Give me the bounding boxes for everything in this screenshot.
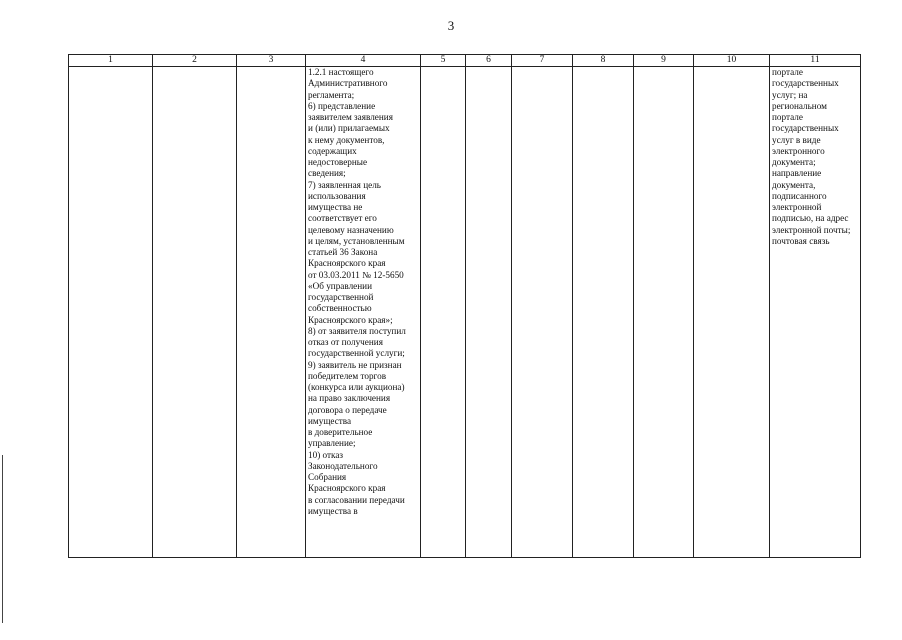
table-cell-col3 bbox=[237, 67, 306, 558]
cell-text-line: 7) заявленная цель bbox=[308, 179, 381, 190]
column-header-5: 5 bbox=[421, 55, 466, 67]
column-header-11: 11 bbox=[770, 55, 861, 67]
cell-text-line: регламента; bbox=[308, 89, 355, 100]
column-header-3: 3 bbox=[237, 55, 306, 67]
cell-text-line: победителем торгов bbox=[308, 370, 387, 381]
cell-text-line: государственной услуги; bbox=[308, 348, 405, 359]
cell-text-line: документа; bbox=[772, 157, 816, 167]
cell-text-line: Законодательного bbox=[308, 460, 378, 471]
cell-text-line: и (или) прилагаемых bbox=[308, 123, 390, 134]
cell-text-line: соответствует его bbox=[308, 213, 377, 224]
cell-text-line: электронной bbox=[772, 202, 822, 212]
cell-text-line: государственных bbox=[772, 78, 839, 89]
scan-edge-mark bbox=[2, 455, 3, 623]
cell-text-line: в согласовании передачи bbox=[308, 494, 405, 505]
column-header-10: 10 bbox=[694, 55, 770, 67]
cell-text-line: Красноярского края»; bbox=[308, 314, 393, 325]
table-cell-col8 bbox=[573, 67, 634, 558]
table-row bbox=[69, 67, 861, 558]
cell-text-line: электронной почты; bbox=[772, 224, 851, 235]
table-cell-col2 bbox=[153, 67, 237, 558]
cell-text-line: 1.2.1 настоящего bbox=[308, 67, 374, 77]
column-header-4: 4 bbox=[306, 55, 421, 67]
cell-text-line: управление; bbox=[308, 438, 356, 449]
table-cell-col1 bbox=[69, 67, 153, 558]
cell-text-line: сведения; bbox=[308, 168, 346, 179]
cell-text-line: от 03.03.2011 № 12-5650 bbox=[308, 269, 404, 280]
cell-text-line: подписью, на адрес bbox=[772, 213, 849, 224]
cell-text-line: Красноярского края bbox=[308, 258, 386, 269]
table-cell-col6 bbox=[466, 67, 512, 558]
column-header-8: 8 bbox=[573, 55, 634, 67]
cell-text-line: 8) от заявителя поступил bbox=[308, 325, 406, 336]
cell-text-line: имущества не bbox=[308, 202, 363, 212]
cell-text-line: портале bbox=[772, 112, 803, 122]
cell-text-line: Красноярского края bbox=[308, 483, 386, 494]
cell-text-line: собственностью bbox=[308, 303, 372, 314]
cell-text-line: почтовая связь bbox=[772, 235, 830, 246]
cell-text-line: договора о передаче bbox=[308, 404, 387, 415]
table-header-row bbox=[69, 55, 861, 67]
column-header-7: 7 bbox=[512, 55, 573, 67]
table-cell-col11-delivery-methods bbox=[770, 67, 861, 558]
cell-text-line: направление bbox=[772, 168, 822, 179]
cell-text-line: содержащих bbox=[308, 145, 357, 156]
column-header-1: 1 bbox=[69, 55, 153, 67]
cell-text-line: подписанного bbox=[772, 190, 827, 201]
cell-text-line: «Об управлении bbox=[308, 280, 373, 291]
cell-text-line: региональном bbox=[772, 100, 827, 111]
cell-text-line: услуг в виде bbox=[772, 134, 821, 145]
cell-text-line: имущества в bbox=[308, 505, 358, 516]
cell-text-line: государственной bbox=[308, 292, 374, 302]
cell-text-line: документа, bbox=[772, 179, 816, 190]
cell-text-line: Административного bbox=[308, 78, 388, 89]
cell-text-line: государственных bbox=[772, 123, 839, 134]
cell-text-line: на право заключения bbox=[308, 393, 391, 404]
cell-text-line: недостоверные bbox=[308, 157, 368, 167]
cell-text-line: 10) отказ bbox=[308, 449, 344, 460]
services-table bbox=[68, 54, 861, 558]
table-cell-col4-refusal-grounds bbox=[306, 67, 421, 558]
cell-text-line: портале bbox=[772, 67, 803, 77]
cell-text-line: имущества bbox=[308, 415, 352, 426]
cell-text-line: в доверительное bbox=[308, 427, 373, 437]
cell-text-line: и целям, установленным bbox=[308, 235, 405, 246]
cell-text-line: отказ от получения bbox=[308, 337, 383, 347]
table-cell-col9 bbox=[634, 67, 694, 558]
column-header-9: 9 bbox=[634, 55, 694, 67]
table-cell-col10 bbox=[694, 67, 770, 558]
table-cell-col7 bbox=[512, 67, 573, 558]
column-header-2: 2 bbox=[153, 55, 237, 67]
table-cell-col5 bbox=[421, 67, 466, 558]
page-number: 3 bbox=[447, 18, 455, 33]
cell-text-line: электронного bbox=[772, 145, 825, 156]
cell-text-line: 9) заявитель не признан bbox=[308, 359, 402, 370]
cell-text-line: услуг; на bbox=[772, 89, 808, 100]
column-header-6: 6 bbox=[466, 55, 512, 67]
cell-text-line: целевому назначению bbox=[308, 224, 394, 235]
cell-text-line: 6) представление bbox=[308, 100, 376, 111]
cell-text-line: заявителем заявления bbox=[308, 112, 393, 122]
cell-text-line: Собрания bbox=[308, 472, 347, 482]
cell-text-line: к нему документов, bbox=[308, 134, 385, 145]
cell-text-line: (конкурса или аукциона) bbox=[308, 382, 405, 392]
cell-text-line: статьей 36 Закона bbox=[308, 247, 378, 257]
cell-text-line: использования bbox=[308, 190, 366, 201]
